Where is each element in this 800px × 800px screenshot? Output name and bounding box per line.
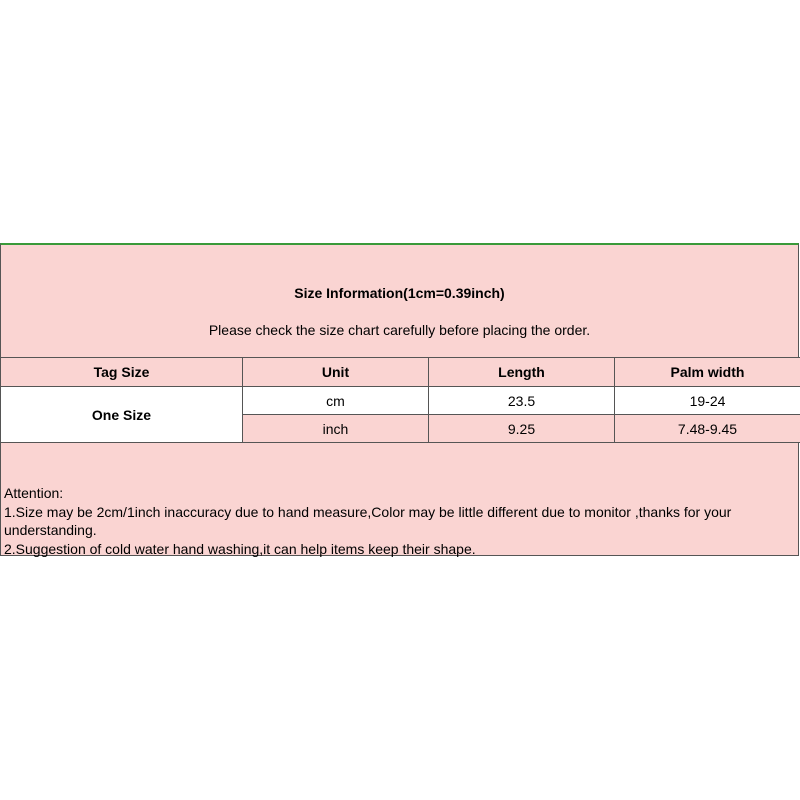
palm-width-cell: 19-24 [615, 387, 800, 415]
unit-cell: cm [243, 387, 429, 415]
size-information-sheet [0, 243, 799, 556]
header-palm-width: Palm width [615, 358, 800, 387]
unit-cell: inch [243, 415, 429, 443]
table-header-row [1, 358, 800, 387]
attention-line-2: 2.Suggestion of cold water hand washing,it can help items keep their shape. [4, 541, 476, 558]
palm-width-cell: 7.48-9.45 [615, 415, 800, 443]
length-cell: 9.25 [429, 415, 615, 443]
header-length: Length [429, 358, 615, 387]
attention-notes [4, 484, 794, 559]
length-cell: 23.5 [429, 387, 615, 415]
attention-heading: Attention: [4, 485, 64, 501]
size-table [0, 357, 800, 443]
header-tag-size: Tag Size [1, 358, 243, 387]
header-unit: Unit [243, 358, 429, 387]
size-info-title: Size Information(1cm=0.39inch) [294, 285, 505, 301]
attention-line-1: 1.Size may be 2cm/1inch inaccuracy due to hand measure,Color may be little different due to monitor ,thanks for your understanding. [4, 503, 732, 539]
table-row [1, 387, 800, 415]
size-info-subtitle: Please check the size chart carefully before placing the order. [208, 322, 591, 338]
tag-size-cell: One Size [1, 387, 243, 443]
